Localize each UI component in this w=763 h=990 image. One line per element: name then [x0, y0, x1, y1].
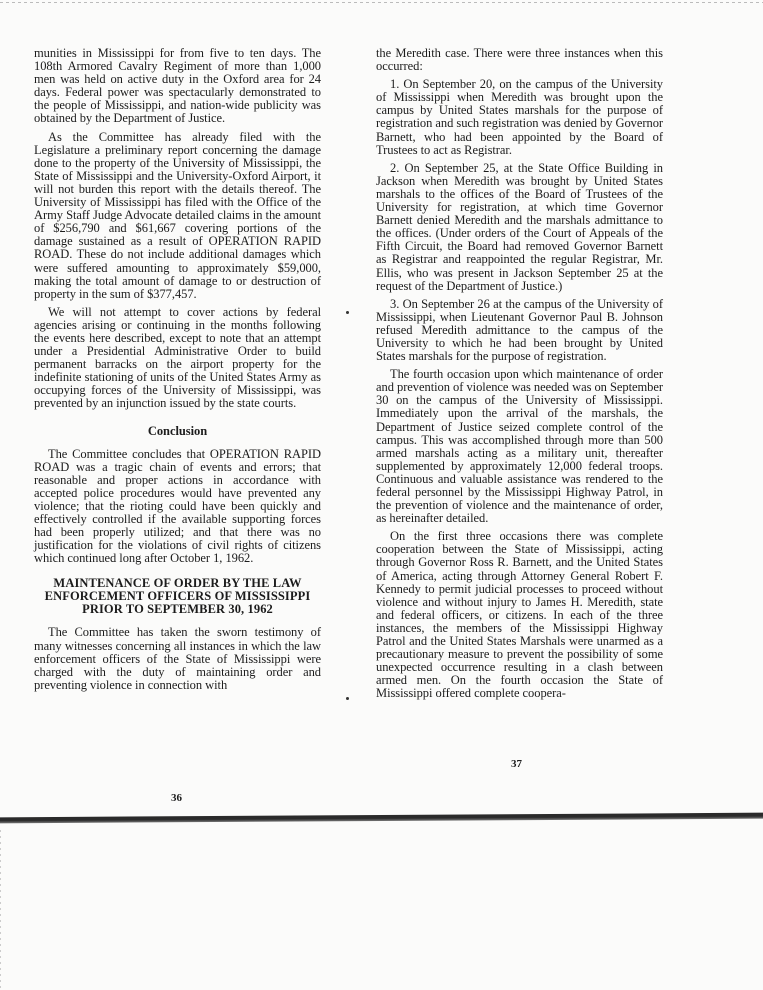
right-column [376, 47, 663, 706]
paragraph: 2. On September 25, at the State Office Building in Jackson when Meredith was brought by United States marshals to the offices of the Board of Trustees of the University for registration, at which time Governor Barnett denied Meredith and the marshals admittance to the offices. (Under orders of the Court of Appeals of the Fifth Circuit, the Board had removed Governor Barnett as Registrar and reappointed the regular Registrar, Mr. Ellis, who was present in Jackson September 25 at the request of the Department of Justice.) [376, 160, 663, 293]
paragraph: 1. On September 20, on the campus of the University of Mississippi when Meredith was brought upon the campus by United States marshals for the purpose of registration and such registration was denied by Governor Barnett, who had been appointed by the Board of Trustees to act as Registrar. [376, 77, 664, 157]
paragraph: The Committee concludes that OPERATION RAPID ROAD was a tragic chain of events and errors; that reasonable and proper actions in accordance with accepted police procedures would have prevented any violence; that the rioting could have been quickly and effectively controlled if the available supporting forces had been properly utilized; and that there was no justification for the violations of civil rights of citizens which continued long after October 1, 1962. [34, 446, 321, 566]
left-column [34, 47, 321, 697]
paragraph: As the Committee has already filed with the Legislature a preliminary report concerning the damage done to the property of the University of Mississippi, the State of Mississippi and the University-Oxford Airport, it will not burden this report with the details thereof. The University of Mississippi has filed with the Office of the Army Staff Judge Advocate detailed claims in the amount of $256,790 and $61,667 covering portions of the damage sustained as a result of OPERATION RAPID ROAD. These do not include additional damages which were suffered amounting to approximately $59,000, making the total amount of damage to or destruction of property in the sum of $377,457. [34, 129, 321, 301]
paragraph: We will not attempt to cover actions by federal agencies arising or continuing in the months following the events here described, except to note that an attempt under a Presidential Administrative Order to build permanent barracks on the airport property for the indefinite stationing of units of the United States Army as occupying forces of the University of Mississippi, was prevented by an injunction issued by the state courts. [34, 304, 321, 411]
paragraph: On the first three occasions there was complete cooperation between the State of Mississippi, acting through Governor Ross R. Barnett, and the United States of America, acting through Attorney General Robert F. Kennedy to permit judicial processes to proceed without violence and without injury to James H. Meredith, state and federal officers, or citizens. In each of the three instances, the members of the Mississippi Highway Patrol and the United States Marshals were unarmed as a precautionary measure to prevent the possibility of some unexpected occurrence resulting in a clash between armed men. On the fourth occasion the State of Mississippi offered complete coopera- [376, 529, 663, 701]
page-bottom-rule [0, 813, 763, 824]
page-number-left: 36 [171, 792, 182, 804]
scan-speck [346, 697, 349, 700]
section-heading-maintenance: MAINTENANCE OF ORDER BY THE LAW ENFORCEMENT OFFICERS OF MISSISSIPPI PRIOR TO SEPTEMBER 30, 1962 [44, 576, 311, 617]
paragraph: 3. On September 26 at the campus of the University of Mississippi, when Lieutenant Governor Paul B. Johnson refused Meredith admittance to the campus of the University to which he had been brought by United States marshals for the purpose of registration. [376, 296, 663, 364]
section-heading-conclusion: Conclusion [147, 423, 208, 438]
scan-left-edge [0, 830, 1, 990]
paragraph: The fourth occasion upon which maintenance of order and prevention of violence was needed was on September 30 on the campus of the University of Mississippi. Immediately upon the arrival of the marshals, the Department of Justice seized complete control of the campus. This was accomplished through more than 500 armed marshals acting as a military unit, thereafter supplemented by approximately 12,000 federal troops. Continuous and valuable assistance was rendered to the federal personnel by the Mississippi Highway Patrol, in the prevention of violence and the maintenance of order, as hereinafter detailed. [376, 367, 663, 526]
top-scan-edge [0, 2, 763, 3]
paragraph: munities in Mississippi for from five to ten days. The 108th Armored Cavalry Regiment of more than 1,000 men was held on active duty in the Oxford area for 24 days. Federal power was spectacularly demonstrated to the people of Mississippi, and nation-wide publicity was obtained by the Department of Justice. [34, 46, 321, 126]
scan-speck [346, 311, 349, 314]
paragraph: the Meredith case. There were three instances when this occurred: [376, 46, 663, 74]
page-number-right: 37 [511, 758, 522, 770]
paragraph: The Committee has taken the sworn testimony of many witnesses concerning all instances in which the law enforcement officers of the State of Mississippi were charged with the duty of maintaining order and preventing violence in connection with [34, 625, 321, 692]
